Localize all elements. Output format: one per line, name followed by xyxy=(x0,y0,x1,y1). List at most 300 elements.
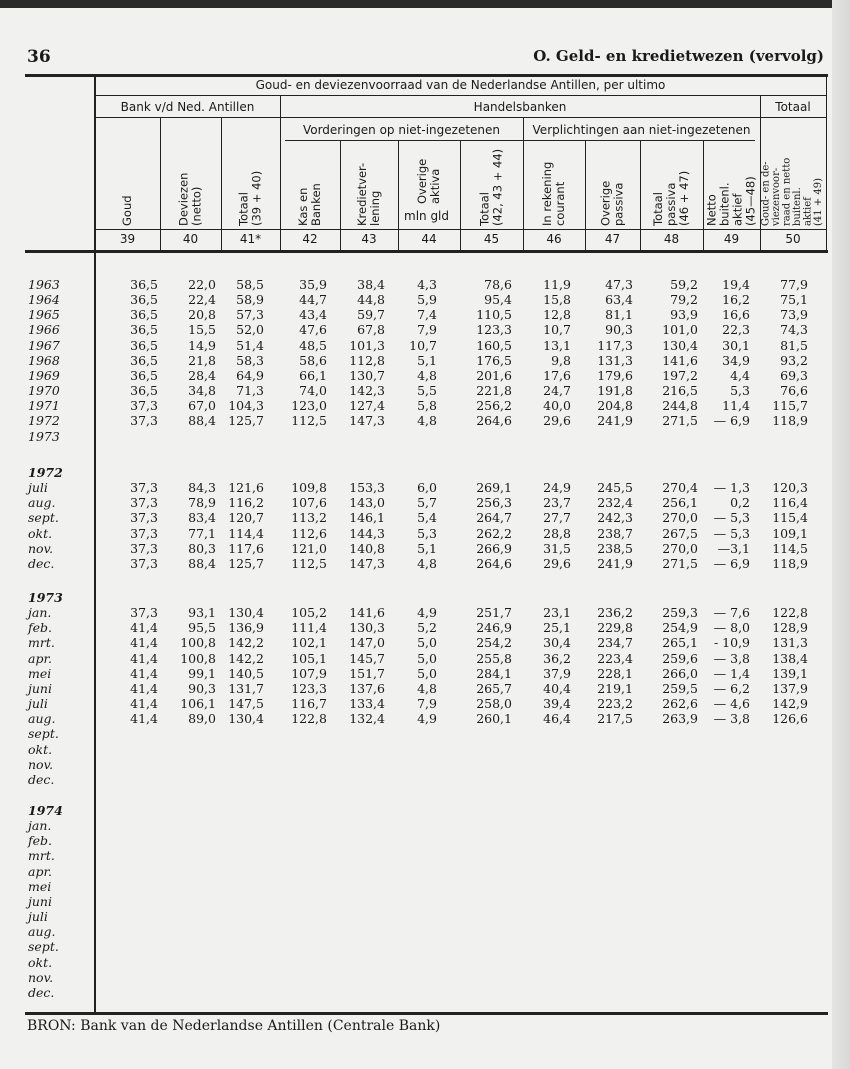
table-cell: - 10,9 xyxy=(713,635,750,651)
table-cell: 7,9 xyxy=(417,696,437,712)
table-cell: 116,7 xyxy=(291,696,327,712)
table-cell: 5,9 xyxy=(417,292,437,308)
table-cell: 9,8 xyxy=(551,352,571,368)
row-label: aug. xyxy=(28,495,56,511)
table-cell: 7,9 xyxy=(417,322,437,338)
table-cell: 101,3 xyxy=(349,337,385,353)
table-cell: 130,7 xyxy=(349,367,385,383)
table-cell: 197,2 xyxy=(662,367,698,383)
table-cell: 122,8 xyxy=(772,605,808,621)
table-cell: 160,5 xyxy=(476,337,512,353)
table-cell: 112,5 xyxy=(291,413,327,429)
group-handelsbanken: Handelsbanken xyxy=(473,100,567,114)
table-cell: 254,9 xyxy=(662,620,698,636)
table-cell: 5,4 xyxy=(417,510,437,526)
column-header-41 xyxy=(223,120,278,226)
table-cell: — 8,0 xyxy=(713,620,750,636)
table-cell: 147,3 xyxy=(349,555,385,571)
table-cell: 47,3 xyxy=(605,277,633,292)
table-cell: 139,1 xyxy=(772,665,808,681)
table-cell: 37,3 xyxy=(130,555,158,571)
table-cell: 142,2 xyxy=(228,650,264,666)
column-header-line: (42, 43 + 44) xyxy=(490,148,505,226)
row-label: 1972 xyxy=(28,413,60,429)
column-header-line: viezenvoor- xyxy=(771,167,782,226)
table-cell: 256,2 xyxy=(476,398,512,414)
table-cell: 41,4 xyxy=(130,665,158,681)
table-cell: 47,6 xyxy=(299,322,327,338)
table-cell: 128,9 xyxy=(772,620,808,636)
page-right-edge xyxy=(832,0,850,1069)
row-label: apr. xyxy=(28,650,53,666)
table-cell: 100,8 xyxy=(180,650,216,666)
column-header-line: (41 + 49) xyxy=(813,178,824,226)
row-label: nov. xyxy=(28,756,54,772)
column-header-line: Banken xyxy=(309,183,323,226)
table-cell: 121,0 xyxy=(291,540,327,556)
table-cell: 64,9 xyxy=(236,367,264,383)
table-cell: 28,4 xyxy=(188,367,216,383)
row-label: mei xyxy=(28,665,52,681)
table-top-rule xyxy=(25,74,828,77)
column-number: 39 xyxy=(119,232,136,246)
table-cell: 260,1 xyxy=(476,711,512,727)
table-cell: 107,9 xyxy=(291,665,327,681)
column-number: 50 xyxy=(785,232,801,246)
column-header-line: aktief xyxy=(730,193,745,226)
table-cell: 258,0 xyxy=(476,696,512,712)
table-cell: 147,3 xyxy=(349,413,385,429)
table-cell: 176,5 xyxy=(476,352,512,368)
table-cell: 36,5 xyxy=(130,322,158,338)
table-cell: 217,5 xyxy=(597,711,633,727)
row-label: juli xyxy=(28,909,48,925)
table-cell: 241,9 xyxy=(597,555,633,571)
table-cell: 140,8 xyxy=(349,540,385,556)
table-cell: 246,9 xyxy=(476,620,512,636)
column-header-line: buitenl. xyxy=(792,187,803,226)
column-header-line: Goud xyxy=(120,195,134,226)
table-cell: 104,3 xyxy=(228,398,264,414)
table-cell: 40,0 xyxy=(543,398,571,414)
table-cell: — 4,6 xyxy=(713,696,750,712)
table-cell: 238,7 xyxy=(597,525,633,541)
table-cell: 131,3 xyxy=(597,352,633,368)
column-header-48 xyxy=(642,143,701,226)
table-cell: 114,4 xyxy=(228,525,264,541)
table-cell: 73,9 xyxy=(780,307,808,323)
table-cell: 130,4 xyxy=(228,711,264,727)
table-cell: 123,3 xyxy=(291,680,327,696)
table-cell: 112,5 xyxy=(291,555,327,571)
table-cell: 259,5 xyxy=(662,680,698,696)
row-label: okt. xyxy=(28,954,53,970)
table-cell: 80,3 xyxy=(188,540,216,556)
table-cell: 5,8 xyxy=(417,398,437,414)
table-cell: 78,6 xyxy=(484,277,512,292)
table-cell: 142,3 xyxy=(349,383,385,399)
column-number: 47 xyxy=(604,232,621,246)
row-label: feb. xyxy=(28,833,52,849)
table-cell: 251,7 xyxy=(476,605,512,621)
row-label: jan. xyxy=(28,605,52,621)
table-cell: 81,1 xyxy=(605,307,633,323)
table-cell: 144,3 xyxy=(349,525,385,541)
table-cell: 59,7 xyxy=(357,307,385,323)
table-cell: 112,6 xyxy=(291,525,327,541)
column-header-line: Overige xyxy=(598,180,613,226)
table-cell: 39,4 xyxy=(543,696,571,712)
table-cell: 136,9 xyxy=(228,620,264,636)
table-cell: 141,6 xyxy=(349,605,385,621)
table-cell: 241,9 xyxy=(597,413,633,429)
table-cell: 22,0 xyxy=(188,277,216,292)
table-cell: 27,7 xyxy=(543,510,571,526)
table-cell: 201,6 xyxy=(476,367,512,383)
table-cell: 36,5 xyxy=(130,337,158,353)
table-cell: 113,2 xyxy=(291,510,327,526)
table-cell: 125,7 xyxy=(228,555,264,571)
table-cell: 127,4 xyxy=(349,398,385,414)
table-cell: 271,5 xyxy=(662,555,698,571)
table-cell: 63,4 xyxy=(605,292,633,308)
row-label: sept. xyxy=(28,939,59,955)
stub-divider xyxy=(94,74,96,1014)
table-cell: 81,5 xyxy=(780,337,808,353)
table-cell: 132,4 xyxy=(349,711,385,727)
table-cell: 147,0 xyxy=(349,635,385,651)
table-cell: 137,9 xyxy=(772,680,808,696)
table-cell: 13,1 xyxy=(543,337,571,353)
table-cell: 216,5 xyxy=(662,383,698,399)
table-cell: 270,4 xyxy=(662,480,698,496)
table-cell: 36,2 xyxy=(543,650,571,666)
table-cell: 4,8 xyxy=(417,555,437,571)
row-label: sept. xyxy=(28,726,59,742)
table-cell: 95,5 xyxy=(188,620,216,636)
column-number: 46 xyxy=(546,232,562,246)
column-number: 45 xyxy=(483,232,500,246)
group-bank: Bank v/d Ned. Antillen xyxy=(120,100,255,114)
table-cell: 142,2 xyxy=(228,635,264,651)
row-label: apr. xyxy=(28,863,53,879)
table-cell: 102,1 xyxy=(291,635,327,651)
table-cell: 4,9 xyxy=(417,711,437,727)
table-cell: 4,9 xyxy=(417,605,437,621)
rule xyxy=(95,95,826,96)
rule xyxy=(280,95,281,250)
table-cell: 121,6 xyxy=(228,480,264,496)
table-cell: 76,6 xyxy=(780,383,808,399)
table-cell: 79,2 xyxy=(670,292,698,308)
row-label: sept. xyxy=(28,510,59,526)
table-cell: 270,0 xyxy=(662,540,698,556)
row-label: 1965 xyxy=(28,307,60,323)
row-label: dec. xyxy=(28,771,55,787)
table-cell: 90,3 xyxy=(605,322,633,338)
column-rule xyxy=(221,117,222,250)
table-cell: 254,2 xyxy=(476,635,512,651)
table-cell: 89,0 xyxy=(188,711,216,727)
table-cell: 115,7 xyxy=(772,398,808,414)
table-cell: 36,5 xyxy=(130,292,158,308)
column-header-49 xyxy=(705,143,758,226)
table-cell: 44,8 xyxy=(357,292,385,308)
rule xyxy=(826,74,827,252)
table-cell: 24,9 xyxy=(543,480,571,496)
table-cell: 238,5 xyxy=(597,540,633,556)
table-cell: 12,8 xyxy=(543,307,571,323)
table-cell: — 5,3 xyxy=(713,510,750,526)
table-cell: 4,4 xyxy=(730,367,750,383)
column-number: 43 xyxy=(361,232,377,246)
table-cell: 36,5 xyxy=(130,352,158,368)
table-cell: 143,0 xyxy=(349,495,385,511)
table-cell: 133,4 xyxy=(349,696,385,712)
table-cell: 4,3 xyxy=(417,277,437,292)
table-cell: 191,8 xyxy=(597,383,633,399)
table-cell: 262,2 xyxy=(476,525,512,541)
table-cell: 37,3 xyxy=(130,540,158,556)
table-cell: 40,4 xyxy=(543,680,571,696)
table-cell: 59,2 xyxy=(670,277,698,292)
table-cell: 35,9 xyxy=(299,277,327,292)
table-cell: 117,3 xyxy=(597,337,633,353)
table-cell: 77,9 xyxy=(780,277,808,292)
table-cell: 25,1 xyxy=(543,620,571,636)
table-cell: 93,2 xyxy=(780,352,808,368)
column-number: 44 xyxy=(421,232,437,246)
table-cell: 5,1 xyxy=(417,352,437,368)
table-cell: 4,8 xyxy=(417,413,437,429)
table-cell: 269,1 xyxy=(476,480,512,496)
table-cell: 115,4 xyxy=(772,510,808,526)
row-label: nov. xyxy=(28,969,54,985)
table-cell: — 5,3 xyxy=(713,525,750,541)
table-cell: 21,8 xyxy=(188,352,216,368)
table-cell: 41,4 xyxy=(130,696,158,712)
column-header-line: Kas en xyxy=(296,187,310,226)
table-cell: 5,0 xyxy=(417,650,437,666)
table-cell: 41,4 xyxy=(130,711,158,727)
column-header-line: aktiva xyxy=(428,168,442,204)
table-cell: 138,4 xyxy=(772,650,808,666)
table-cell: 140,5 xyxy=(228,665,264,681)
table-cell: 52,0 xyxy=(236,322,264,338)
table-cell: 146,1 xyxy=(349,510,385,526)
column-header-43 xyxy=(342,143,396,226)
table-cell: 131,7 xyxy=(228,680,264,696)
table-cell: 93,9 xyxy=(670,307,698,323)
table-cell: 29,6 xyxy=(543,555,571,571)
table-cell: 130,3 xyxy=(349,620,385,636)
column-header-line: (46 + 47) xyxy=(677,170,691,226)
column-number: 48 xyxy=(663,232,680,246)
column-number: 41* xyxy=(239,232,262,246)
table-cell: 221,8 xyxy=(476,383,512,399)
section-heading: 1974 xyxy=(28,803,63,818)
row-label: okt. xyxy=(28,741,53,757)
section-heading: 1973 xyxy=(28,590,63,605)
table-cell: — 6,2 xyxy=(713,680,750,696)
table-cell: 74,0 xyxy=(299,383,327,399)
section-heading: 1972 xyxy=(28,465,63,480)
column-rule xyxy=(160,117,161,250)
table-cell: 5,2 xyxy=(417,620,437,636)
group-totaal: Totaal xyxy=(775,100,811,114)
table-cell: 120,3 xyxy=(772,480,808,496)
table-cell: 4,8 xyxy=(417,367,437,383)
table-cell: 223,2 xyxy=(597,696,633,712)
table-cell: — 6,9 xyxy=(713,555,750,571)
table-cell: 109,1 xyxy=(772,525,808,541)
table-cell: 74,3 xyxy=(780,322,808,338)
row-label: feb. xyxy=(28,620,52,636)
source-note: BRON: Bank van de Nederlandse Antillen (Centrale Bank) xyxy=(27,1018,441,1034)
column-header-line: Totaal xyxy=(236,192,251,226)
table-cell: 75,1 xyxy=(780,292,808,308)
table-cell: 120,7 xyxy=(228,510,264,526)
row-label: juli xyxy=(28,696,48,712)
row-label: 1966 xyxy=(28,322,60,338)
table-cell: 36,5 xyxy=(130,277,158,292)
table-cell: 36,5 xyxy=(130,307,158,323)
table-cell: — 6,9 xyxy=(713,413,750,429)
column-header-47 xyxy=(587,143,638,226)
row-label: aug. xyxy=(28,924,56,940)
row-label: mei xyxy=(28,878,52,894)
table-cell: 20,8 xyxy=(188,307,216,323)
table-cell: 259,6 xyxy=(662,650,698,666)
column-number: 40 xyxy=(182,232,199,246)
table-cell: 16,6 xyxy=(722,307,750,323)
table-cell: 37,3 xyxy=(130,480,158,496)
table-cell: 11,4 xyxy=(722,398,750,414)
column-header-line: lening xyxy=(368,190,382,226)
row-label: nov. xyxy=(28,540,54,556)
table-cell: 37,9 xyxy=(543,665,571,681)
table-cell: 84,3 xyxy=(188,480,216,496)
table-cell: 14,9 xyxy=(188,337,216,353)
table-cell: — 3,8 xyxy=(713,711,750,727)
table-cell: 265,1 xyxy=(662,635,698,651)
row-label: 1967 xyxy=(28,337,60,353)
table-cell: 43,4 xyxy=(299,307,327,323)
table-cell: —3,1 xyxy=(717,540,750,556)
table-cell: 6,0 xyxy=(417,480,437,496)
table-cell: 7,4 xyxy=(417,307,437,323)
rule xyxy=(95,117,826,118)
column-header-42 xyxy=(282,143,338,226)
table-cell: 34,8 xyxy=(188,383,216,399)
table-cell: 5,5 xyxy=(417,383,437,399)
column-header-line: passiva xyxy=(664,182,678,226)
table-cell: 88,4 xyxy=(188,413,216,429)
row-label: dec. xyxy=(28,984,55,1000)
group-vorderingen: Vorderingen op niet-ingezetenen xyxy=(302,123,501,137)
table-cell: 271,5 xyxy=(662,413,698,429)
table-cell: 130,4 xyxy=(662,337,698,353)
table-cell: 58,9 xyxy=(236,292,264,308)
row-label: aug. xyxy=(28,711,56,727)
table-cell: 10,7 xyxy=(543,322,571,338)
table-cell: 245,5 xyxy=(597,480,633,496)
table-cell: 58,6 xyxy=(299,352,327,368)
table-cell: 16,2 xyxy=(722,292,750,308)
column-header-line: (netto) xyxy=(189,186,204,226)
table-cell: 93,1 xyxy=(188,605,216,621)
column-header-line: raad en netto xyxy=(781,157,793,226)
row-label: 1964 xyxy=(28,292,60,308)
table-cell: 228,1 xyxy=(597,665,633,681)
table-cell: 100,8 xyxy=(180,635,216,651)
page-number: 36 xyxy=(27,47,51,67)
table-cell: 264,6 xyxy=(476,555,512,571)
table-cell: 232,4 xyxy=(597,495,633,511)
table-cell: 5,0 xyxy=(417,665,437,681)
table-cell: 131,3 xyxy=(772,635,808,651)
table-cell: 263,9 xyxy=(662,711,698,727)
table-cell: 101,0 xyxy=(662,322,698,338)
table-cell: 10,7 xyxy=(409,337,437,353)
table-cell: 41,4 xyxy=(130,650,158,666)
table-cell: 145,7 xyxy=(349,650,385,666)
table-cell: 37,3 xyxy=(130,413,158,429)
column-header-line: (39 + 40) xyxy=(249,170,264,226)
table-cell: 125,7 xyxy=(228,413,264,429)
table-cell: 244,8 xyxy=(662,398,698,414)
table-cell: 204,8 xyxy=(597,398,633,414)
table-cell: 256,1 xyxy=(662,495,698,511)
table-cell: 15,5 xyxy=(188,322,216,338)
table-bottom-rule xyxy=(25,1012,828,1015)
column-header-line: Totaal xyxy=(651,192,665,226)
table-title: Goud- en deviezenvoorraad van de Nederlandse Antillen, per ultimo xyxy=(255,78,666,92)
header-bottom-rule xyxy=(25,250,828,253)
column-header-44 xyxy=(400,143,458,204)
column-header-line: Deviezen xyxy=(176,172,191,226)
table-cell: 111,4 xyxy=(291,620,327,636)
row-label: 1963 xyxy=(28,277,60,292)
table-cell: 5,0 xyxy=(417,635,437,651)
table-cell: 36,5 xyxy=(130,367,158,383)
group-verplichtingen: Verplichtingen aan niet-ingezetenen xyxy=(532,123,751,137)
column-header-line: Totaal xyxy=(477,192,492,226)
running-head: O. Geld- en kredietwezen (vervolg) xyxy=(533,47,824,65)
table-cell: 46,4 xyxy=(543,711,571,727)
table-cell: 109,8 xyxy=(291,480,327,496)
table-cell: 219,1 xyxy=(597,680,633,696)
table-cell: 264,7 xyxy=(476,510,512,526)
table-cell: 41,4 xyxy=(130,680,158,696)
column-header-line: passiva xyxy=(611,182,626,226)
table-cell: 242,3 xyxy=(597,510,633,526)
table-cell: 37,3 xyxy=(130,605,158,621)
table-cell: — 3,8 xyxy=(713,650,750,666)
table-cell: 29,6 xyxy=(543,413,571,429)
row-label: jan. xyxy=(28,818,52,834)
table-cell: 67,0 xyxy=(188,398,216,414)
table-cell: 88,4 xyxy=(188,555,216,571)
table-cell: 123,3 xyxy=(476,322,512,338)
table-cell: 44,7 xyxy=(299,292,327,308)
page-top-edge xyxy=(0,0,850,8)
table-cell: 5,3 xyxy=(730,383,750,399)
table-cell: 236,2 xyxy=(597,605,633,621)
table-cell: 37,3 xyxy=(130,495,158,511)
column-number: 49 xyxy=(723,232,740,246)
table-cell: 105,1 xyxy=(291,650,327,666)
